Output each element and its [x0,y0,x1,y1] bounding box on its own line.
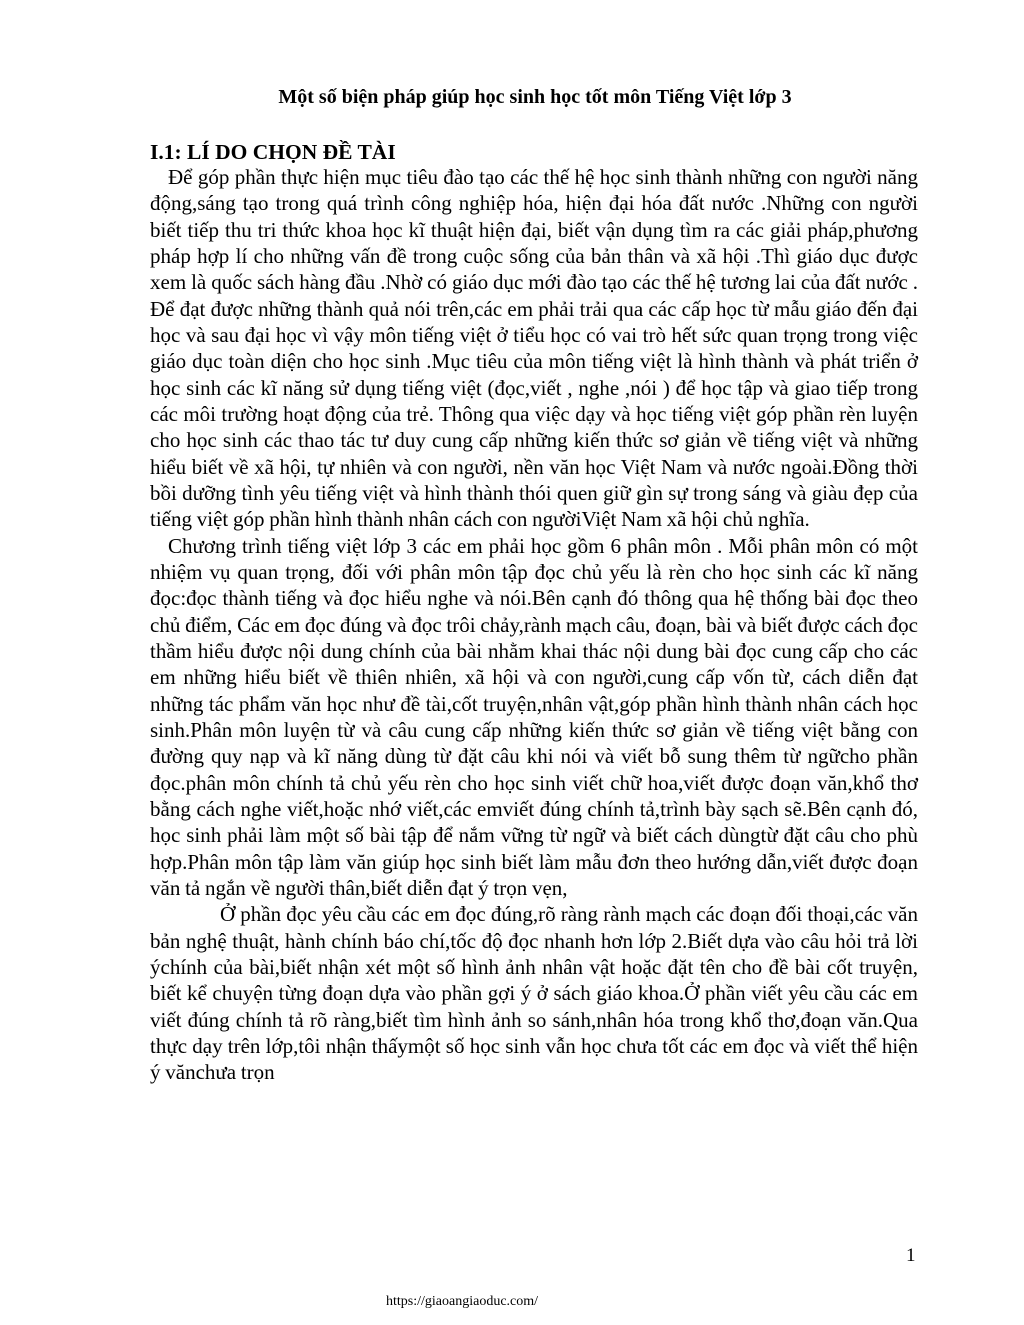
page-number: 1 [906,1245,916,1266]
paragraph-1: Để góp phần thực hiện mục tiêu đào tạo các thế hệ học sinh thành những con người năng động,sáng tạo trong quá trình công nghiệp hóa, hiện đại hóa đất nước .Những con người biết tiếp thu tri thức khoa học kĩ thuật hiện đại, biết vận dụng tìm ra các giải pháp,phương pháp hợp lí cho những vấn đề trong cuộc sống của bản thân và xã hội .Thì giáo dục được xem là quốc sách hàng đầu .Nhờ có giáo dục mới đào tạo các thế hệ tương lai của đất nước . Để đạt được những thành quả nói trên,các em phải trải qua các cấp học từ mẫu giáo đến đại học và sau đại học vì vậy môn tiếng việt ở tiểu học có vai trò hết sức quan trọng trong việc giáo dục toàn diện cho học sinh .Mục tiêu của môn tiếng việt là hình thành và phát triển ở học sinh các kĩ năng sử dụng tiếng việt (đọc,viết , nghe ,nói ) để học tập và giao tiếp trong các môi trường hoạt động của trẻ. Thông qua việc dạy và học tiếng việt góp phần rèn luyện cho học sinh các thao tác tư duy cung cấp những kiến thức sơ giản về tiếng việt và những hiểu biết về xã hội, tự nhiên và con người, nền văn học Việt Nam và nước ngoài.Đồng thời bồi dưỡng tình yêu tiếng việt và hình thành thói quen giữ gìn sự trong sáng và giàu đẹp của tiếng việt góp phần hình thành nhân cách con ngườiViệt Nam xã hội chủ nghĩa. [150,165,918,532]
paragraph-2: Chương trình tiếng việt lớp 3 các em phải học gồm 6 phân môn . Mỗi phân môn có một nhiệm vụ quan trọng, đối với phân môn tập đọc chủ yếu là rèn cho học sinh các kĩ năng đọc:đọc thành tiếng và đọc hiểu nghe và nói.Bên cạnh đó thông qua hệ thống bài đọc theo chủ điểm, Các em đọc đúng và đọc trôi chảy,rành mạch câu, đoạn, bài và biết được cách đọc thầm hiểu được nội dung chính của bài nhằm khai thác nội dung bài đọc cung cấp cho các em những hiểu biết về thiên nhiên, xã hội và con người,cung cấp vốn từ, cách diễn đạt những tác phẩm văn học như đề tài,cốt truyện,nhân vật,góp phần hình thành nhân cách học sinh.Phân môn luyện từ và câu cung cấp những kiến thức sơ giản về tiếng việt bằng con đường quy nạp và kĩ năng dùng từ đặt câu khi nói và viết bỗ sung thêm từ ngữcho phần đọc.phân môn chính tả chủ yếu rèn cho học sinh viết chữ hoa,viết được đoạn văn,khổ thơ bằng cách nghe viết,hoặc nhớ viết,các emviết đúng chính tả,trình bày sạch sẽ.Bên cạnh đó, học sinh phải làm một số bài tập để nắm vững từ ngữ và biết cách dùngtừ đặt câu cho phù hợp.Phân môn tập làm văn giúp học sinh biết làm mẫu đơn theo hướng dẫn,viết được đoạn văn tả ngắn về người thân,biết diễn đạt ý trọn vẹn, [150,533,918,900]
footer-url-link[interactable]: https://giaoangiaoduc.com/ [386,1294,539,1309]
document-body [150,164,918,1085]
section-heading: I.1: LÍ DO CHỌN ĐỀ TÀI [150,140,396,164]
document-title: Một số biện pháp giúp học sinh học tốt môn Tiếng Việt lớp 3 [278,86,792,108]
paragraph-3: Ở phần đọc yêu cầu các em đọc đúng,rõ ràng rành mạch các đoạn đối thoại,các văn bản nghệ thuật, hành chính báo chí,tốc độ đọc nhanh hơn lớp 2.Biết dựa vào câu hỏi trả lời ýchính của bài,biết nhận xét một số hình ảnh nhân vật hoặc đặt tên cho đề bài cốt truyện, biết kể chuyện từng đoạn dựa vào phần gợi ý ở sách giáo khoa.Ở phần viết yêu cầu các em viết đúng chính tả rõ ràng,biết tìm hình ảnh so sánh,nhân hóa trong khổ thơ,đoạn văn.Qua thực dạy trên lớp,tôi nhận thấymột số học sinh vẫn học chưa tốt các em đọc và viết thể hiện ý vănchưa trọn [150,902,918,1085]
